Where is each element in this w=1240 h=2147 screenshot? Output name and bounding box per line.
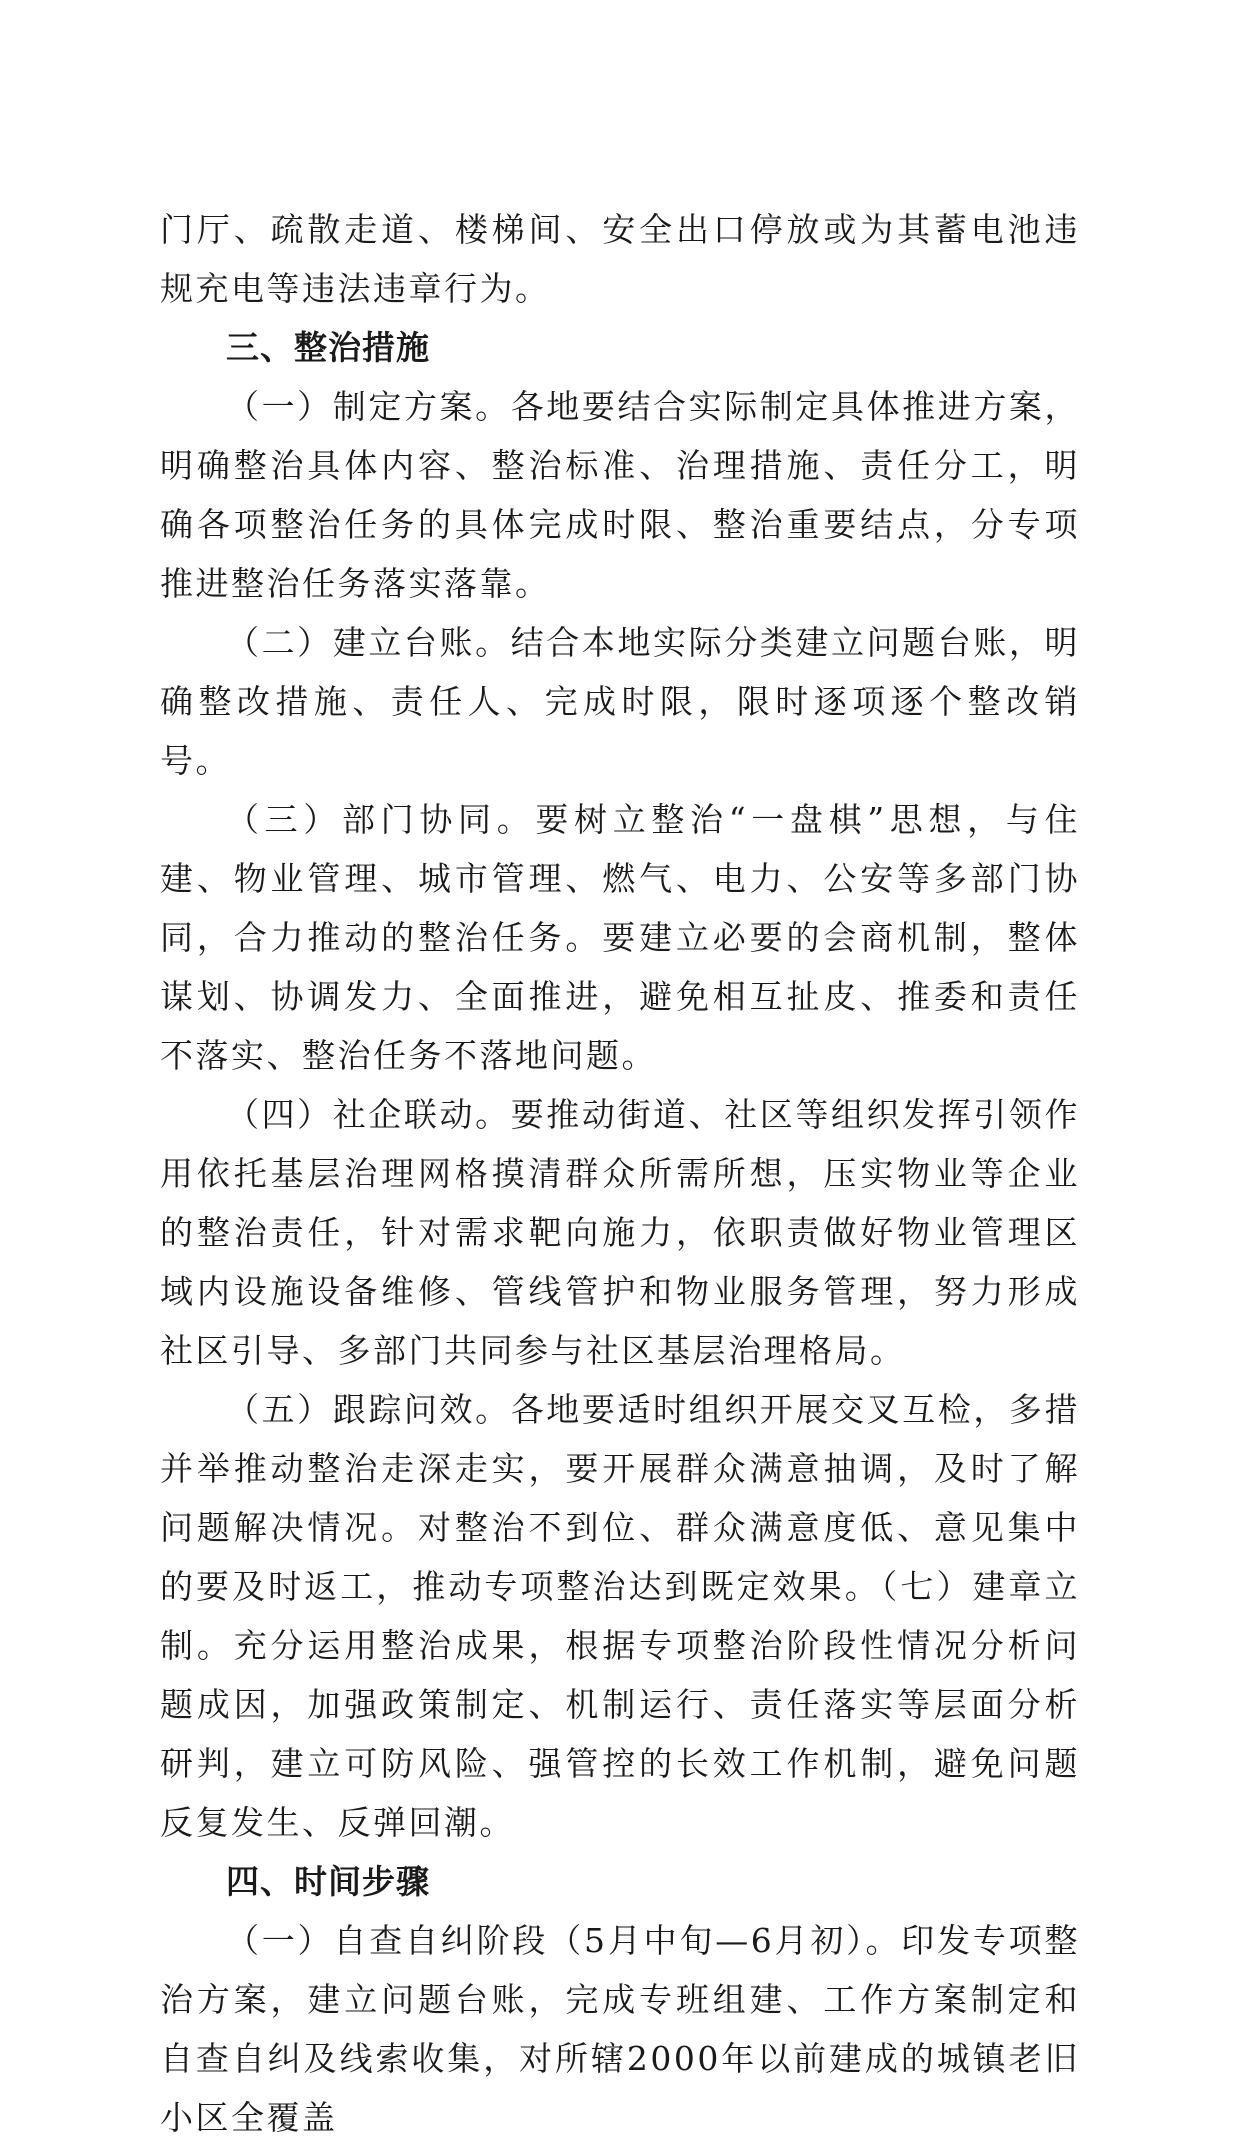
document-body (160, 200, 1080, 2147)
timeline-item-1: （一）自查自纠阶段（5月中旬—6月初）。印发专项整治方案，建立问题台账，完成专班组建、工作方案制定和自查自纠及线索收集，对所辖2000年以前建成的城镇老旧小区全覆盖 (160, 1921, 1080, 2137)
measure-item-5: （五）跟踪问效。各地要适时组织开展交叉互检，多措并举推动整治走深走实，要开展群众满意抽调，及时了解问题解决情况。对整治不到位、群众满意度低、意见集中的要及时返工，推动专项整治达到既定效果。（七）建章立制。充分运用整治成果，根据专项整治阶段性情况分析问题成因，加强政策制定、机制运行、责任落实等层面分析研判，建立可防风险、强管控的长效工作机制，避免问题反复发生、反弹回潮。 (160, 1390, 1080, 1842)
measure-item-4: （四）社企联动。要推动街道、社区等组织发挥引领作用依托基层治理网格摸清群众所需所想，压实物业等企业的整治责任，针对需求靶向施力，依职责做好物业管理区域内设施设备维修、管线管护和物业服务管理，努力形成社区引导、多部门共同参与社区基层治理格局。 (160, 1095, 1080, 1370)
opening-paragraph: 门厅、疏散走道、楼梯间、安全出口停放或为其蓄电池违规充电等违法违章行为。 (160, 210, 1080, 308)
measure-item-1: （一）制定方案。各地要结合实际制定具体推进方案，明确整治具体内容、整治标准、治理措施、责任分工，明确各项整治任务的具体完成时限、整治重要结点，分专项推进整治任务落实落靠。 (160, 387, 1080, 603)
measure-item-3: （三）部门协同。要树立整治“一盘棋”思想，与住建、物业管理、城市管理、燃气、电力、公安等多部门协同，合力推动的整治任务。要建立必要的会商机制，整体谋划、协调发力、全面推进，避免相互扯皮、推委和责任不落实、整治任务不落地问题。 (160, 800, 1080, 1075)
section-heading-measures: 三、整治措施 (226, 328, 430, 367)
section-heading-timeline: 四、时间步骤 (226, 1862, 430, 1901)
measure-item-2: （二）建立台账。结合本地实际分类建立问题台账，明确整改措施、责任人、完成时限，限时逐项逐个整改销号。 (160, 623, 1080, 780)
